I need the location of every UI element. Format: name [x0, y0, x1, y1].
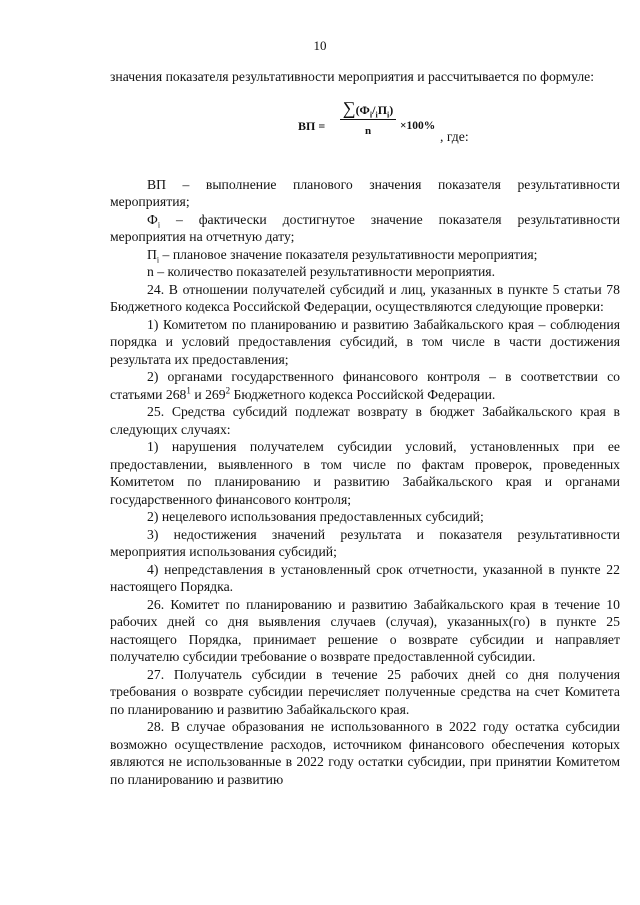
paragraph-28: 28. В случае образования не использованного в 2022 году остатка субсидии возможно осуществление расходов, источником финансового обеспечения которых являются не использованные в 2022 году остатки субсидии, при принятии Комитетом по планированию и развитию [110, 719, 620, 787]
item2-text-c: Бюджетного кодекса Российской Федерации. [230, 386, 496, 402]
formula-index: i [369, 109, 373, 119]
formula-numerator [338, 97, 398, 120]
pi-text: – плановое значение показателя результативности мероприятия; [159, 246, 538, 262]
document-body [110, 68, 620, 788]
definition-pi [110, 246, 620, 264]
paragraph-26: 26. Комитет по планированию и развитию Забайкальского края в течение 10 рабочих дней со дня выявления случаев (случая), указанных(го) в пункте 25 настоящего Порядка, принимает решение о возврате субсидии и направляет получателю субсидии требование о возврате предоставленной субсидии. [110, 596, 620, 664]
paragraph-24-item-2 [110, 368, 620, 403]
phi-index: i [157, 220, 161, 230]
sigma-symbol: ∑ [342, 97, 356, 118]
paragraph-24-item-1: 1) Комитетом по планированию и развитию Забайкальского края – соблюдения порядка и условий предоставления субсидий, в том числе в части достижения результата их предоставления; [110, 316, 620, 367]
formula-fraction [338, 97, 398, 141]
definition-vp: ВП – выполнение планового значения показателя результативности мероприятия; [110, 176, 620, 209]
formula-where: , где: [440, 128, 469, 144]
paragraph-25-item-1: 1) нарушения получателем субсидии условий, установленных при ее предоставлении, выявленного в том числе по фактам проверок, проведенных Комитетом по планированию и развитию Забайкальского края и органами государственного финансового контроля; [110, 439, 620, 507]
formula-denominator: n [364, 125, 372, 137]
formula-multiplier: ×100% [400, 119, 436, 132]
paragraph-25-item-3: 3) недостижения значений результата и показателя результативности мероприятия использования субсидий; [110, 526, 620, 559]
paragraph-25: 25. Средства субсидий подлежат возврату в бюджет Забайкальского края в следующих случаях: [110, 404, 620, 437]
definition-n: n – количество показателей результативности мероприятия. [147, 264, 496, 279]
paragraph-25-item-2: 2) нецелевого использования предоставленных субсидий; [147, 509, 484, 524]
pi-symbol: П [147, 246, 157, 262]
page-number: 10 [313, 38, 327, 53]
item2-text-b: и 269 [190, 386, 226, 402]
formula-numerator-text: $(Ф_i/_iП_i)$ [355, 102, 394, 119]
formula-index: i [375, 109, 378, 119]
formula-lhs: ВП = [298, 118, 326, 133]
formula-index: i [387, 109, 390, 119]
paragraph-25-item-4: 4) непредставления в установленный срок отчетности, указанной в пункте 22 настоящего Порядка. [110, 561, 620, 594]
intro-paragraph: значения показателя результативности мероприятия и рассчитывается по формуле: [110, 69, 595, 84]
definition-phi [110, 211, 620, 246]
phi-symbol: Ф [147, 211, 158, 227]
superscript-1: 1 [186, 384, 191, 395]
formula [110, 86, 620, 176]
item2-text-a: 2) органами государственного финансового контроля – в соответствии со статьями 268 [110, 369, 620, 402]
phi-text: – фактически достигнутое значение показателя результативности мероприятия на отчетную дату; [110, 211, 620, 244]
paragraph-24: 24. В отношении получателей субсидий и лиц, указанных в пункте 5 статьи 78 Бюджетного кодекса Российской Федерации, осуществляются следующие проверки: [110, 281, 620, 314]
superscript-2: 2 [225, 384, 231, 395]
paragraph-27: 27. Получатель субсидии в течение 25 рабочих дней со дня получения требования о возврате субсидии перечисляет полученные средства на счет Комитета по планированию и развитию Забайкальского края. [110, 666, 620, 717]
pi-index: i [156, 255, 160, 265]
